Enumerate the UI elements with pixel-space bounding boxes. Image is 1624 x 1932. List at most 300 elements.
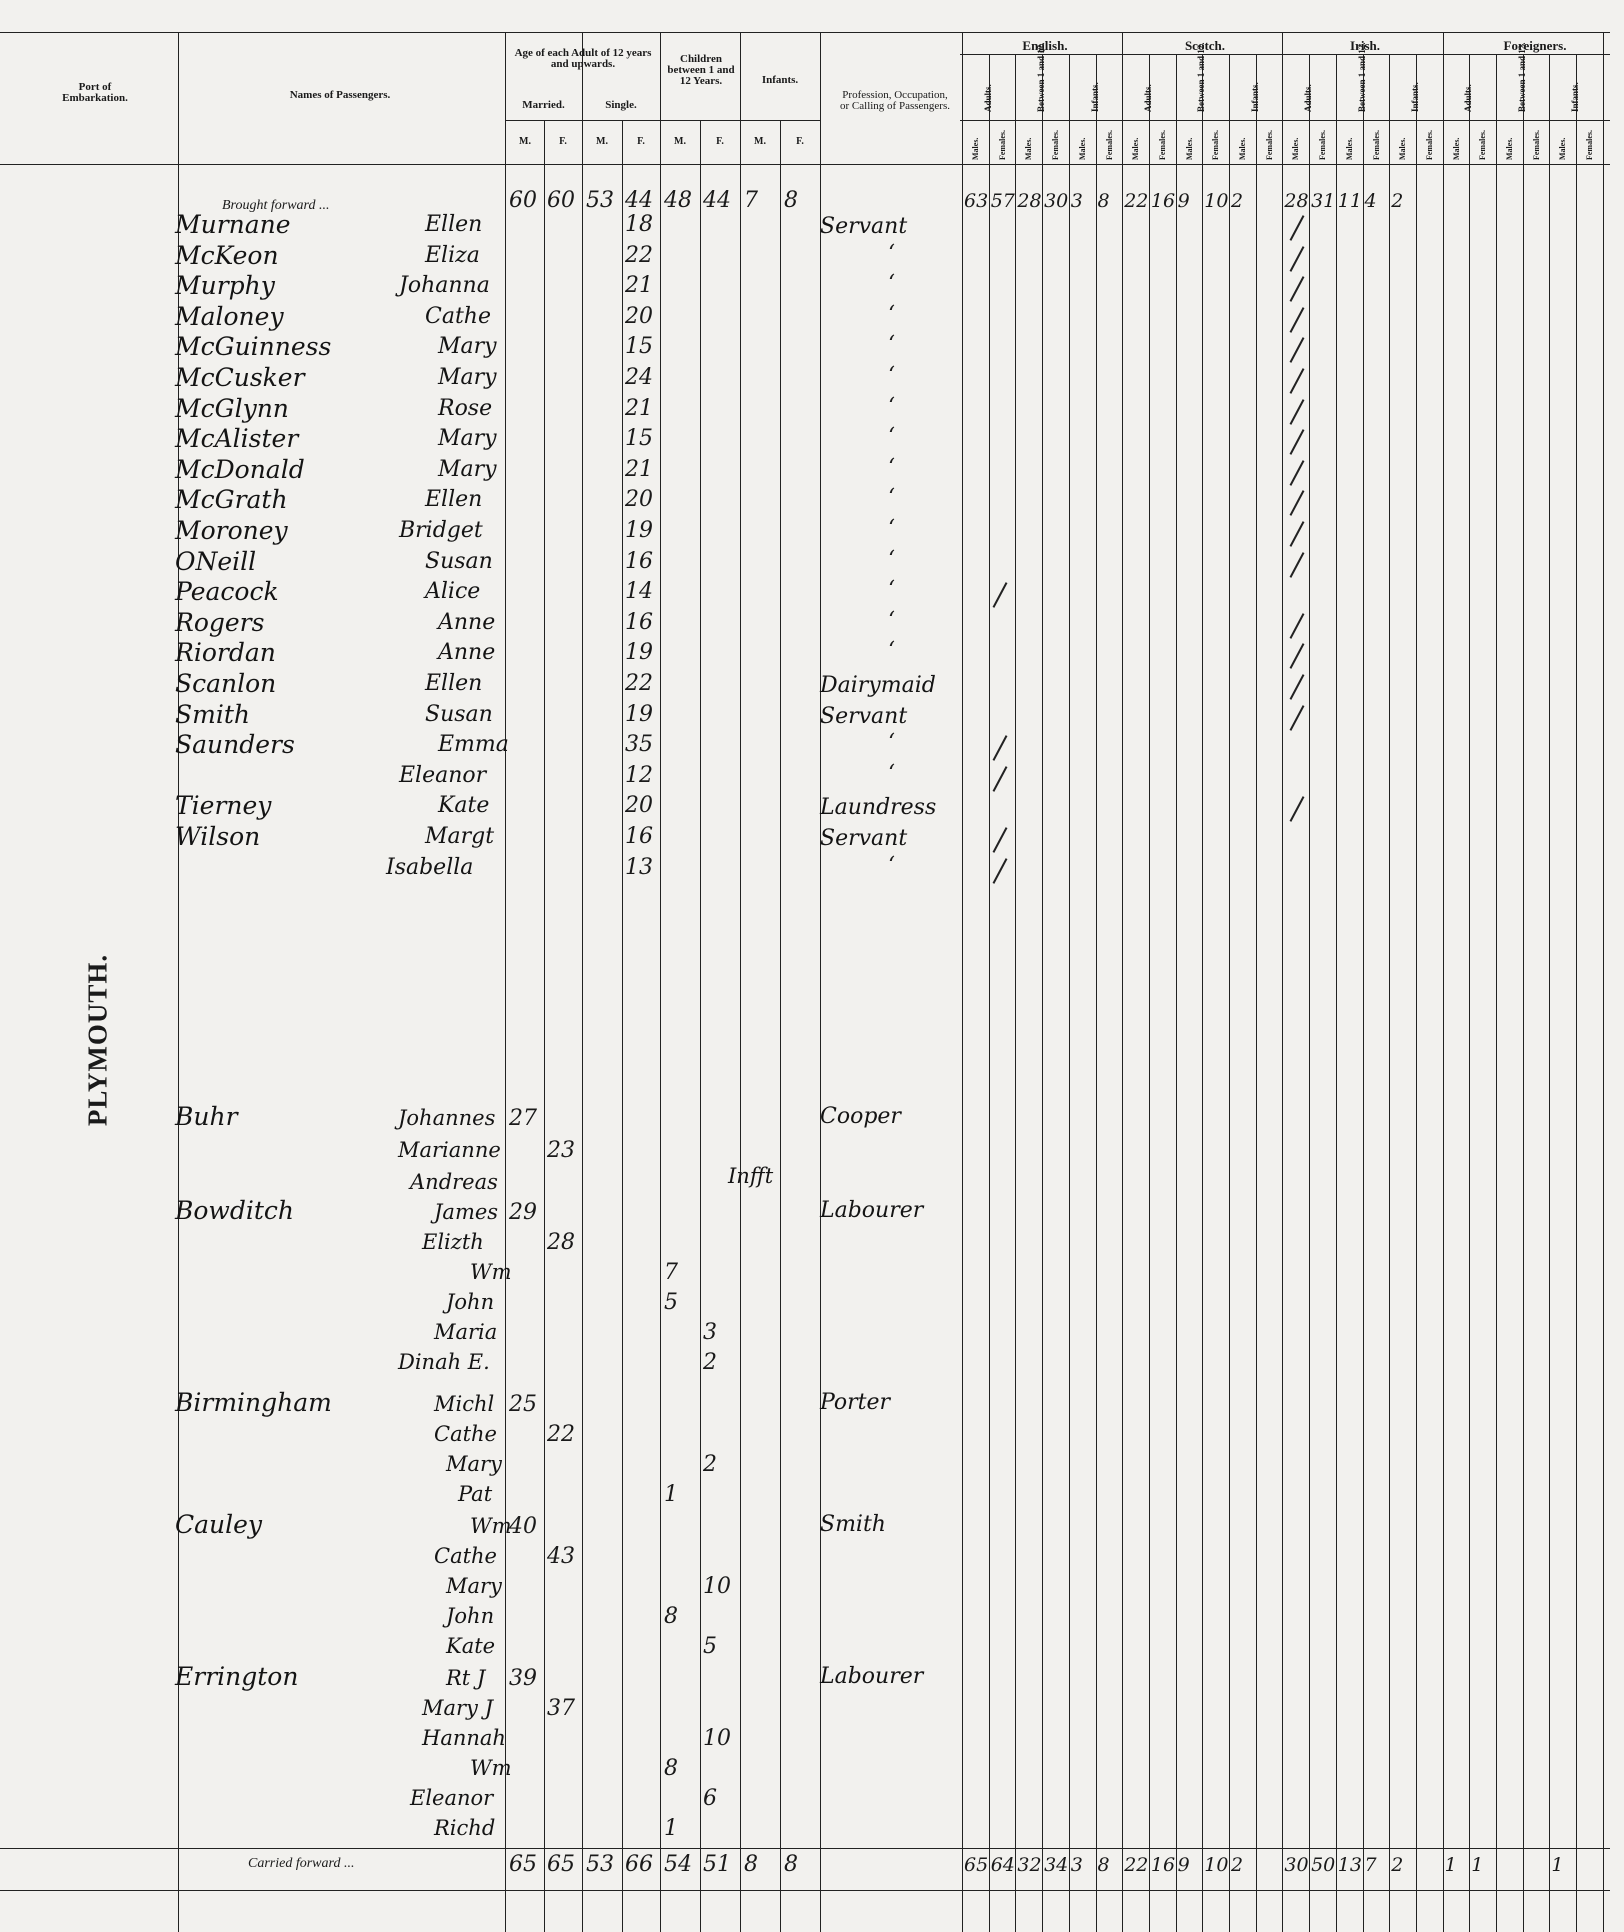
ditto-mark: ʻ xyxy=(888,424,895,450)
family-row xyxy=(0,1196,1610,1232)
tally-mark xyxy=(992,582,1007,608)
carried-forward-value: 66 xyxy=(625,1852,653,1877)
brought-forward-nat-value: 4 xyxy=(1364,190,1377,212)
tally-mark xyxy=(992,766,1007,792)
passenger-surname: McAlister xyxy=(175,424,299,454)
family-given-name: Johannes xyxy=(398,1106,496,1130)
ditto-mark: ʻ xyxy=(888,607,895,633)
table-row xyxy=(0,577,1610,611)
table-row xyxy=(0,271,1610,305)
brought-forward-nat-value: 22 xyxy=(1124,190,1149,212)
family-age: 1 xyxy=(664,1482,678,1507)
carried-forward-nat-value: 7 xyxy=(1364,1854,1377,1876)
tally-mark xyxy=(1290,215,1305,241)
family-age: 2 xyxy=(703,1452,717,1477)
passenger-age: 16 xyxy=(625,548,653,574)
tally-mark xyxy=(1290,246,1305,272)
passenger-surname: Rogers xyxy=(175,607,265,637)
family-age: 2 xyxy=(703,1350,717,1375)
carried-forward-nat-value: 16 xyxy=(1150,1854,1176,1876)
table-row xyxy=(0,852,1610,887)
passenger-given-name: Margt xyxy=(425,824,495,849)
table-row xyxy=(0,760,1610,795)
family-surname: Errington xyxy=(175,1662,299,1691)
family-given-name: Wm xyxy=(470,1260,512,1284)
table-row xyxy=(0,822,1610,856)
family-row xyxy=(0,1454,1610,1484)
f-header: F. xyxy=(559,136,567,147)
ditto-mark: ʻ xyxy=(888,577,895,603)
carried-forward-nat-value: 34 xyxy=(1044,1854,1069,1876)
ditto-mark: ʻ xyxy=(888,271,895,297)
sex-label: Males. xyxy=(1344,137,1354,160)
table-row xyxy=(0,699,1610,734)
table-row xyxy=(0,607,1610,642)
family-age: 23 xyxy=(547,1138,575,1163)
passenger-age: 13 xyxy=(625,854,653,880)
infants-header: Infants. xyxy=(761,74,799,86)
table-row xyxy=(0,240,1610,275)
tally-mark xyxy=(1290,644,1305,670)
sex-label: Males. xyxy=(1077,137,1087,160)
brought-forward-nat-value: 11 xyxy=(1337,190,1362,212)
tally-mark xyxy=(992,827,1007,853)
family-given-name: Marianne xyxy=(398,1138,501,1162)
family-given-name: Michl xyxy=(434,1392,495,1416)
family-row xyxy=(0,1546,1610,1576)
carried-forward-nat-value: 3 xyxy=(1070,1854,1083,1876)
brought-forward-label: Brought forward ... xyxy=(222,198,330,213)
family-age: 40 xyxy=(509,1514,537,1539)
family-age: 10 xyxy=(703,1726,731,1751)
age-header: Age of each Adult of 12 years and upwards. xyxy=(514,47,652,70)
tally-mark xyxy=(1290,705,1305,731)
ditto-mark: ʻ xyxy=(888,730,895,756)
passenger-surname: Moroney xyxy=(175,516,288,545)
carried-forward-nat-value: 13 xyxy=(1337,1854,1362,1876)
nat-subgroup-label: Adults. xyxy=(1142,84,1153,112)
family-occupation: Smith xyxy=(820,1512,886,1537)
table-row xyxy=(0,485,1610,519)
brought-forward-nat-value: 2 xyxy=(1231,190,1244,212)
passenger-given-name: Bridget xyxy=(399,518,483,543)
family-age: 25 xyxy=(509,1392,537,1417)
passenger-occupation: Servant xyxy=(820,214,908,239)
tally-mark xyxy=(1290,399,1305,425)
table-row xyxy=(0,454,1610,489)
family-age: 29 xyxy=(509,1200,537,1225)
family-occupation: Cooper xyxy=(820,1104,901,1129)
family-row xyxy=(0,1424,1610,1454)
family-row xyxy=(0,1698,1610,1728)
passenger-age: 16 xyxy=(625,824,653,849)
sex-label: Males. xyxy=(1558,137,1568,160)
passenger-age: 20 xyxy=(625,487,653,513)
sex-label: Males. xyxy=(1398,137,1408,160)
bottom-rule xyxy=(0,1890,1610,1891)
passenger-surname: McGlynn xyxy=(175,393,289,423)
passenger-occupation: Servant xyxy=(820,703,908,729)
table-row xyxy=(0,301,1610,336)
family-row xyxy=(0,1292,1610,1322)
family-age: 6 xyxy=(703,1786,717,1811)
carried-forward-value: 65 xyxy=(547,1852,575,1877)
ditto-mark: ʻ xyxy=(888,240,895,266)
ditto-mark: ʻ xyxy=(888,760,895,786)
passenger-given-name: Alice xyxy=(425,579,481,605)
passenger-surname: Maloney xyxy=(175,301,284,331)
passenger-age: 20 xyxy=(625,303,653,329)
brought-forward-nat-value: 57 xyxy=(990,190,1015,212)
passenger-given-name: Eleanor xyxy=(399,762,487,788)
family-row xyxy=(0,1262,1610,1292)
nat-subgroup-label: Adults. xyxy=(1463,84,1474,112)
sex-label: Females. xyxy=(1585,130,1595,160)
brought-forward-nat-value: 8 xyxy=(1097,190,1110,212)
brought-forward-nat-value: 28 xyxy=(1284,190,1309,212)
family-occupation: Labourer xyxy=(820,1664,924,1689)
english-header: English. xyxy=(1022,38,1068,53)
subheader-rule-2 xyxy=(505,120,820,121)
passenger-occupation: Dairymaid xyxy=(820,673,936,698)
carried-forward-value: 51 xyxy=(703,1852,731,1877)
family-age: 43 xyxy=(547,1544,575,1569)
carried-forward-value: 8 xyxy=(744,1852,758,1877)
passenger-age: 22 xyxy=(625,671,653,696)
family-surname: Cauley xyxy=(175,1510,263,1539)
tally-mark xyxy=(992,735,1007,761)
sex-label: Males. xyxy=(1131,137,1141,160)
tally-mark xyxy=(1290,613,1305,639)
passenger-surname: McGrath xyxy=(175,485,288,515)
family-surname: Bowditch xyxy=(175,1196,294,1225)
passenger-age: 21 xyxy=(625,456,653,482)
m-header: M. xyxy=(754,136,766,147)
passenger-surname: Wilson xyxy=(175,822,261,851)
carried-forward-nat-value: 1 xyxy=(1551,1854,1564,1876)
tally-mark xyxy=(1290,674,1305,700)
carried-forward-nat-value: 10 xyxy=(1204,1854,1229,1876)
carried-forward-value: 53 xyxy=(586,1852,614,1877)
passenger-surname: ONeill xyxy=(175,546,257,576)
sex-label: Males. xyxy=(1184,137,1194,160)
family-age: 7 xyxy=(664,1260,678,1285)
sex-label: Males. xyxy=(1505,137,1514,160)
tally-mark xyxy=(1290,797,1305,823)
family-given-name: John xyxy=(446,1604,495,1628)
passenger-occupation: Laundress xyxy=(820,795,937,821)
family-row xyxy=(0,1352,1610,1382)
header-bottom-rule xyxy=(0,164,1610,165)
passenger-given-name: Mary xyxy=(438,426,497,452)
irish-header: Irish. xyxy=(1350,38,1380,53)
tally-mark xyxy=(1290,552,1305,578)
nat-subgroup-label: Adults. xyxy=(1303,84,1314,112)
passenger-given-name: Mary xyxy=(438,334,497,360)
family-given-name: Mary xyxy=(446,1574,502,1598)
nat-subgroup-label: Infants. xyxy=(1089,82,1100,112)
infant-mark: Infft xyxy=(728,1164,774,1188)
family-given-name: James xyxy=(434,1200,499,1224)
family-age: 37 xyxy=(547,1696,575,1721)
ditto-mark: ʻ xyxy=(888,301,895,327)
subheader-rule-3 xyxy=(960,120,1610,121)
carried-forward-nat-value: 2 xyxy=(1231,1854,1244,1876)
table-row xyxy=(0,332,1610,366)
family-row xyxy=(0,1102,1610,1138)
passenger-surname: Peacock xyxy=(175,577,279,607)
passenger-age: 19 xyxy=(625,518,653,543)
family-age: 22 xyxy=(547,1422,575,1447)
carried-forward-nat-value: 1 xyxy=(1444,1854,1457,1876)
brought-forward-nat-value: 9 xyxy=(1177,190,1190,212)
tally-mark xyxy=(992,858,1007,884)
family-row xyxy=(0,1388,1610,1424)
passenger-surname: Tierney xyxy=(175,791,272,821)
passenger-surname: McCusker xyxy=(175,363,305,392)
sex-label: Males. xyxy=(1024,137,1034,160)
passenger-given-name: Ellen xyxy=(425,212,483,237)
passenger-surname: McGuinness xyxy=(175,332,332,362)
passenger-given-name: Johanna xyxy=(399,273,490,299)
passenger-age: 20 xyxy=(625,793,653,819)
family-age: 8 xyxy=(664,1756,678,1781)
family-surname: Birmingham xyxy=(175,1388,332,1417)
family-given-name: Wm xyxy=(470,1514,512,1538)
nat-subgroup-label: Between 1 and 12. xyxy=(1036,42,1047,112)
family-age: 27 xyxy=(509,1106,537,1131)
brought-forward-value: 44 xyxy=(625,188,653,213)
passenger-surname: Riordan xyxy=(175,638,276,668)
port-header: Port of Embarkation. xyxy=(62,81,128,104)
passenger-age: 18 xyxy=(625,212,653,237)
family-row xyxy=(0,1322,1610,1352)
carried-forward-value: 54 xyxy=(664,1852,692,1877)
children-header: Children between 1 and 12 Years. xyxy=(667,53,735,87)
passenger-given-name: Kate xyxy=(438,793,490,819)
family-given-name: Elizth xyxy=(422,1230,484,1254)
ditto-mark: ʻ xyxy=(888,852,895,878)
passenger-age: 21 xyxy=(625,395,653,421)
family-given-name: Cathe xyxy=(434,1544,497,1568)
carried-forward-nat-value: 22 xyxy=(1124,1854,1149,1876)
nat-subgroup-label: Between 1 and 12. xyxy=(1196,42,1207,112)
subheader-rule xyxy=(960,54,1610,55)
table-row xyxy=(0,546,1610,581)
passenger-given-name: Isabella xyxy=(386,854,474,880)
nat-subgroup-label: Between 1 and 12. xyxy=(1356,42,1367,112)
family-given-name: Maria xyxy=(434,1320,498,1344)
sex-label: Females. xyxy=(1531,130,1541,160)
family-given-name: Mary J xyxy=(422,1696,494,1720)
passenger-age: 19 xyxy=(625,640,653,666)
family-given-name: Pat xyxy=(458,1482,493,1506)
sex-label: Females. xyxy=(1051,130,1061,160)
family-age: 5 xyxy=(664,1290,678,1315)
brought-forward-nat-value: 30 xyxy=(1044,190,1069,212)
sex-label: Males. xyxy=(1451,137,1461,160)
table-row xyxy=(0,669,1610,703)
family-row xyxy=(0,1758,1610,1788)
carried-forward-nat-value: 64 xyxy=(990,1854,1015,1876)
port-of-embarkation: PLYMOUTH. xyxy=(82,953,113,1127)
family-row xyxy=(0,1232,1610,1262)
carried-forward-value: 65 xyxy=(509,1852,537,1877)
passenger-given-name: Rose xyxy=(438,395,493,421)
passenger-surname: McKeon xyxy=(175,240,279,270)
sex-label: Females. xyxy=(1318,130,1328,160)
ditto-mark: ʻ xyxy=(888,638,895,664)
passenger-surname: Scanlon xyxy=(175,669,277,698)
passenger-given-name: Anne xyxy=(438,609,496,635)
ditto-mark: ʻ xyxy=(888,393,895,419)
foreigners-header: Foreigners. xyxy=(1503,38,1567,53)
brought-forward-nat-value: 3 xyxy=(1070,190,1083,212)
family-given-name: Eleanor xyxy=(410,1786,494,1810)
passenger-given-name: Emma xyxy=(438,732,509,758)
passenger-age: 15 xyxy=(625,426,653,452)
sex-label: Females. xyxy=(1211,130,1221,160)
tally-mark xyxy=(1290,491,1305,517)
family-age: 39 xyxy=(509,1666,537,1691)
brought-forward-nat-value: 2 xyxy=(1391,190,1404,212)
passenger-age: 22 xyxy=(625,242,653,268)
nat-subgroup-label: Infants. xyxy=(1409,82,1420,112)
family-row xyxy=(0,1662,1610,1698)
brought-forward-value: 8 xyxy=(784,188,798,213)
passenger-surname: Smith xyxy=(175,699,250,729)
brought-forward-nat-value: 63 xyxy=(964,190,989,212)
passenger-age: 24 xyxy=(625,365,653,390)
family-row xyxy=(0,1606,1610,1636)
passenger-age: 21 xyxy=(625,273,653,299)
passenger-given-name: Susan xyxy=(425,548,493,574)
family-occupation: Porter xyxy=(820,1390,891,1415)
tally-mark xyxy=(1290,338,1305,364)
brought-forward-value: 44 xyxy=(703,188,731,213)
brought-forward-value: 60 xyxy=(547,188,575,213)
passenger-age: 14 xyxy=(625,579,653,605)
passenger-given-name: Susan xyxy=(425,701,493,727)
single-header: Single. xyxy=(605,99,637,111)
carried-forward-value: 8 xyxy=(784,1852,798,1877)
family-given-name: Wm xyxy=(470,1756,512,1780)
carried-forward-nat-value: 2 xyxy=(1391,1854,1404,1876)
sex-label: Males. xyxy=(1238,137,1247,160)
family-given-name: Mary xyxy=(446,1452,502,1476)
ditto-mark: ʻ xyxy=(888,363,895,388)
passenger-occupation: Servant xyxy=(820,826,908,851)
sex-label: Males. xyxy=(1291,137,1301,160)
family-occupation: Labourer xyxy=(820,1198,924,1223)
nat-subgroup-label: Adults. xyxy=(982,84,993,112)
tally-mark xyxy=(1290,429,1305,455)
f-header: F. xyxy=(716,136,724,147)
tally-mark xyxy=(1290,307,1305,333)
carried-forward-nat-value: 9 xyxy=(1177,1854,1190,1876)
brought-forward-value: 53 xyxy=(586,188,614,213)
ditto-mark: ʻ xyxy=(888,516,895,541)
m-header: M. xyxy=(674,136,686,147)
table-row xyxy=(0,638,1610,672)
family-given-name: Richd xyxy=(434,1816,496,1840)
f-header: F. xyxy=(637,136,645,147)
passenger-given-name: Anne xyxy=(438,640,496,666)
family-age: 8 xyxy=(664,1604,678,1629)
ditto-mark: ʻ xyxy=(888,485,895,511)
family-given-name: Dinah E. xyxy=(398,1350,490,1374)
brought-forward-value: 7 xyxy=(744,188,758,213)
sex-label: Females. xyxy=(1424,130,1434,160)
sex-label: Females. xyxy=(1478,130,1488,160)
table-row xyxy=(0,393,1610,428)
table-row xyxy=(0,791,1610,825)
carried-forward-label: Carried forward ... xyxy=(248,1856,355,1871)
ditto-mark: ʻ xyxy=(888,332,895,358)
brought-forward-nat-value: 16 xyxy=(1150,190,1176,212)
sex-label: Females. xyxy=(997,130,1007,160)
passenger-given-name: Eliza xyxy=(425,242,480,268)
family-row xyxy=(0,1818,1610,1848)
brought-forward-value: 60 xyxy=(509,188,537,213)
married-header: Married. xyxy=(522,99,565,111)
passenger-surname: Murphy xyxy=(175,271,275,301)
passenger-age: 35 xyxy=(625,732,653,758)
tally-mark xyxy=(1290,368,1305,394)
carried-forward-nat-value: 32 xyxy=(1017,1854,1042,1876)
names-header: Names of Passengers. xyxy=(289,89,391,101)
scotch-header: Scotch. xyxy=(1184,38,1226,53)
sex-label: Females. xyxy=(1157,130,1167,160)
family-given-name: John xyxy=(446,1290,495,1314)
family-given-name: Hannah xyxy=(422,1726,506,1750)
carried-forward-nat-value: 65 xyxy=(964,1854,989,1876)
family-row xyxy=(0,1140,1610,1170)
passenger-age: 16 xyxy=(625,609,653,635)
passenger-age: 12 xyxy=(625,762,653,788)
table-row xyxy=(0,210,1610,244)
brought-forward-nat-value: 28 xyxy=(1017,190,1042,212)
tally-mark xyxy=(1290,460,1305,486)
table-row xyxy=(0,424,1610,458)
carried-forward-nat-value: 30 xyxy=(1284,1854,1309,1876)
family-given-name: Cathe xyxy=(434,1422,497,1446)
f-header: F. xyxy=(796,136,804,147)
family-row xyxy=(0,1576,1610,1606)
passenger-surname: Murnane xyxy=(175,210,291,239)
nat-subgroup-label: Infants. xyxy=(1249,82,1260,112)
family-age: 10 xyxy=(703,1574,731,1599)
carried-forward-rule xyxy=(0,1848,1610,1849)
passenger-age: 19 xyxy=(625,701,653,727)
family-surname: Buhr xyxy=(175,1102,238,1131)
family-age: 3 xyxy=(703,1320,717,1345)
brought-forward-nat-value: 31 xyxy=(1311,190,1336,212)
family-row xyxy=(0,1728,1610,1758)
brought-forward-nat-value: 10 xyxy=(1204,190,1229,212)
brought-forward-value: 48 xyxy=(664,188,692,213)
carried-forward-nat-value: 1 xyxy=(1471,1854,1484,1876)
passenger-surname: Saunders xyxy=(175,730,295,760)
top-rule xyxy=(0,32,1610,33)
family-age: 5 xyxy=(703,1634,717,1659)
m-header: M. xyxy=(596,136,608,147)
passenger-given-name: Ellen xyxy=(425,487,483,513)
ditto-mark: ʻ xyxy=(888,546,895,572)
ditto-mark: ʻ xyxy=(888,454,895,480)
family-given-name: Kate xyxy=(446,1634,496,1658)
carried-forward-nat-value: 8 xyxy=(1097,1854,1110,1876)
